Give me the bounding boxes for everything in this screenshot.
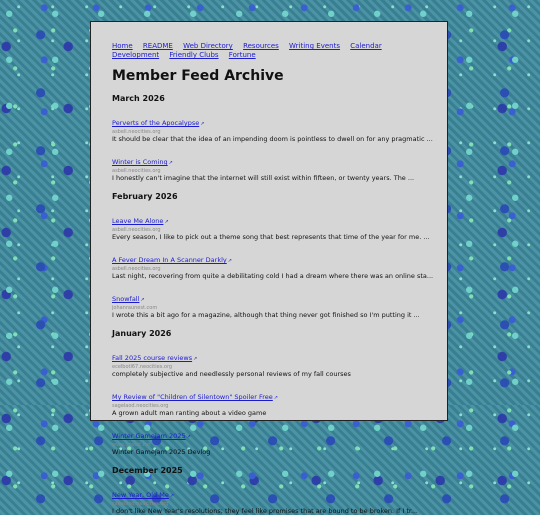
feed-entry (112, 286, 426, 319)
entry-title-link[interactable]: Snowfall (112, 295, 140, 303)
entry-summary: Last night, recovering from quite a debilitating cold I had a dream where there was an online sta... (112, 272, 434, 280)
entry-title-link[interactable]: My Review of "Children of Silentown" Spoiler Free (112, 393, 273, 401)
nav-link-friendly-clubs[interactable]: Friendly Clubs (169, 51, 219, 59)
month-heading: January 2026 (112, 329, 172, 338)
entry-domain: ecelbotl67.neocities.org (112, 364, 173, 370)
feed-entry (112, 247, 434, 280)
month-heading: February 2026 (112, 192, 178, 201)
external-link-icon: ↗ (273, 395, 278, 401)
external-link-icon: ↗ (200, 121, 205, 127)
entry-title-link[interactable]: Winter Gamejam 2025 (112, 432, 186, 440)
page-title: Member Feed Archive (112, 68, 284, 84)
external-link-icon: ↗ (140, 297, 145, 303)
entry-domain: sagelaod.neocities.org (112, 501, 169, 507)
entry-domain: asbell.neocities.org (112, 129, 161, 135)
content-panel (90, 21, 448, 515)
entry-domain: asbell.neocities.org (112, 227, 161, 233)
nav-link-development[interactable]: Development (112, 51, 160, 59)
entry-domain: johanraunest.com (112, 305, 158, 311)
feed-entry (112, 482, 426, 515)
entry-summary: Every season, I like to pick out a theme song that best represents that time of the year for me. ... (112, 233, 430, 241)
entry-title-link[interactable]: Fall 2025 course reviews (112, 354, 193, 362)
entry-domain: asbell.neocities.org (112, 168, 161, 174)
external-link-icon: ↗ (227, 258, 232, 264)
nav-link-resources[interactable]: Resources (243, 42, 279, 50)
feed-entry (112, 110, 433, 143)
external-link-icon: ↗ (164, 219, 169, 225)
nav-link-web-directory[interactable]: Web Directory (183, 42, 233, 50)
entry-title-link[interactable]: Winter is Coming (112, 158, 168, 166)
month-heading: March 2026 (112, 94, 165, 103)
entry-summary: Winter Gamejam 2025 Devlog (112, 448, 211, 456)
entry-title-link[interactable]: Leave Me Alone (112, 217, 164, 225)
entry-title-link[interactable]: Perverts of the Apocalypse (112, 119, 200, 127)
entry-summary: I don't like New Year's resolutions; they feel like promises that are bound to be broken. If I tr... (112, 507, 418, 515)
entry-domain: sagelaod.neocities.org (112, 403, 169, 409)
external-link-icon: ↗ (193, 356, 198, 362)
nav-link-writing-events[interactable]: Writing Events (289, 42, 340, 50)
feed-entry (112, 149, 426, 182)
entry-title-link[interactable]: A Fever Dream In A Scanner Darkly (112, 256, 227, 264)
entry-domain: www.gostat.net (112, 442, 152, 448)
nav-link-readme[interactable]: README (142, 42, 173, 50)
feed-entry (112, 208, 430, 241)
nav-link-calendar[interactable]: Calendar (350, 42, 382, 50)
entry-summary: It should be clear that the idea of an impending doom is pointless to dwell on for any pragmatic ... (112, 135, 433, 143)
entry-summary: I honestly can't imagine that the internet will still exist within fifteen, or twenty years. The ... (112, 174, 415, 182)
entry-summary: I wrote this a bit ago for a magazine, although that thing never got finished so I'm putting it ... (112, 311, 420, 319)
nav-link-home[interactable]: Home (112, 42, 133, 50)
entry-summary: A grown adult man ranting about a video game (112, 409, 267, 417)
external-link-icon: ↗ (186, 434, 191, 440)
entry-summary: completely subjective and needlessly personal reviews of my fall courses (112, 370, 351, 378)
entry-domain: asbell.neocities.org (112, 266, 161, 272)
nav-bar (112, 42, 426, 60)
entry-title-link[interactable]: New Year, Old Me (112, 491, 169, 499)
external-link-icon: ↗ (169, 493, 175, 499)
nav-link-fortune[interactable]: Fortune (228, 51, 256, 59)
feed-entry (112, 345, 426, 378)
external-link-icon: ↗ (168, 160, 173, 166)
feed-entry (112, 423, 426, 456)
feed-entry (112, 384, 426, 417)
month-heading: December 2025 (112, 466, 183, 475)
